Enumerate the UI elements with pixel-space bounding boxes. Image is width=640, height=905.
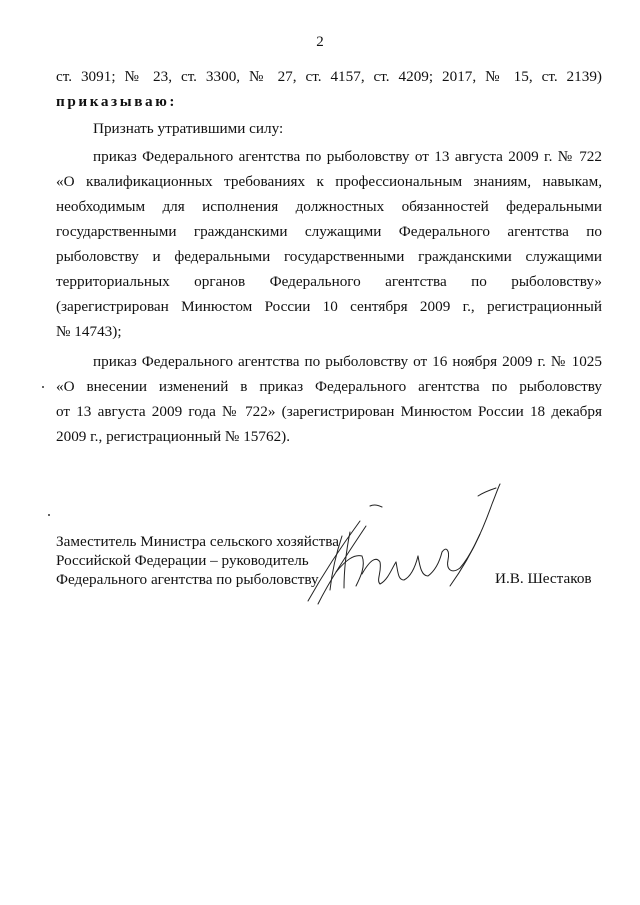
item2-line: приказ Федерального агентства по рыболовству от 16 ноября 2009 г. № 1025 [93, 353, 602, 370]
page-number: 2 [316, 34, 324, 50]
item2-line: «О внесении изменений в приказ Федерального агентства по рыболовству [56, 378, 602, 395]
item1-line: необходимым для исполнения должностных обязанностей федеральными [56, 198, 602, 215]
position-line: Заместитель Министра сельского хозяйства [56, 533, 340, 550]
item2-line: от 13 августа 2009 года № 722» (зарегистрирован Минюстом России 18 декабря [56, 403, 602, 420]
position-line: Федерального агентства по рыболовству [56, 571, 319, 588]
order-word-text: приказываю: [56, 93, 178, 110]
item2-line: 2009 г., регистрационный № 15762). [56, 428, 291, 445]
handwritten-signature [300, 476, 510, 608]
order-item-1 [56, 144, 602, 344]
intro-text: ст. 3091; № 23, ст. 3300, № 27, ст. 4157, ст. 4209; 2017, № 15, ст. 2139) [56, 68, 602, 85]
recognize-paragraph [56, 116, 602, 141]
scan-dot [48, 514, 50, 516]
item1-line: № 14743); [56, 323, 122, 340]
item1-line: рыболовству и федеральными государственными гражданскими служащими [56, 248, 602, 265]
item1-line: (зарегистрирован Минюстом России 10 сентября 2009 г., регистрационный [56, 298, 602, 315]
order-item-2 [56, 349, 602, 449]
order-word [56, 89, 602, 114]
signatory-position [56, 532, 339, 589]
signatory-name: И.В. Шестаков [495, 570, 592, 587]
item1-line: государственными гражданскими служащими Федерального агентства по [56, 223, 602, 240]
item1-line: «О квалификационных требованиях к профессиональным знаниям, навыкам, [56, 173, 602, 190]
item1-line: территориальных органов Федерального агентства по рыболовству» [56, 273, 602, 290]
intro-line [56, 64, 602, 89]
scan-dot [42, 386, 44, 388]
recognize-text: Признать утратившими силу: [93, 120, 284, 137]
item1-line: приказ Федерального агентства по рыболовству от 13 августа 2009 г. № 722 [93, 148, 602, 165]
position-line: Российской Федерации – руководитель [56, 552, 309, 569]
